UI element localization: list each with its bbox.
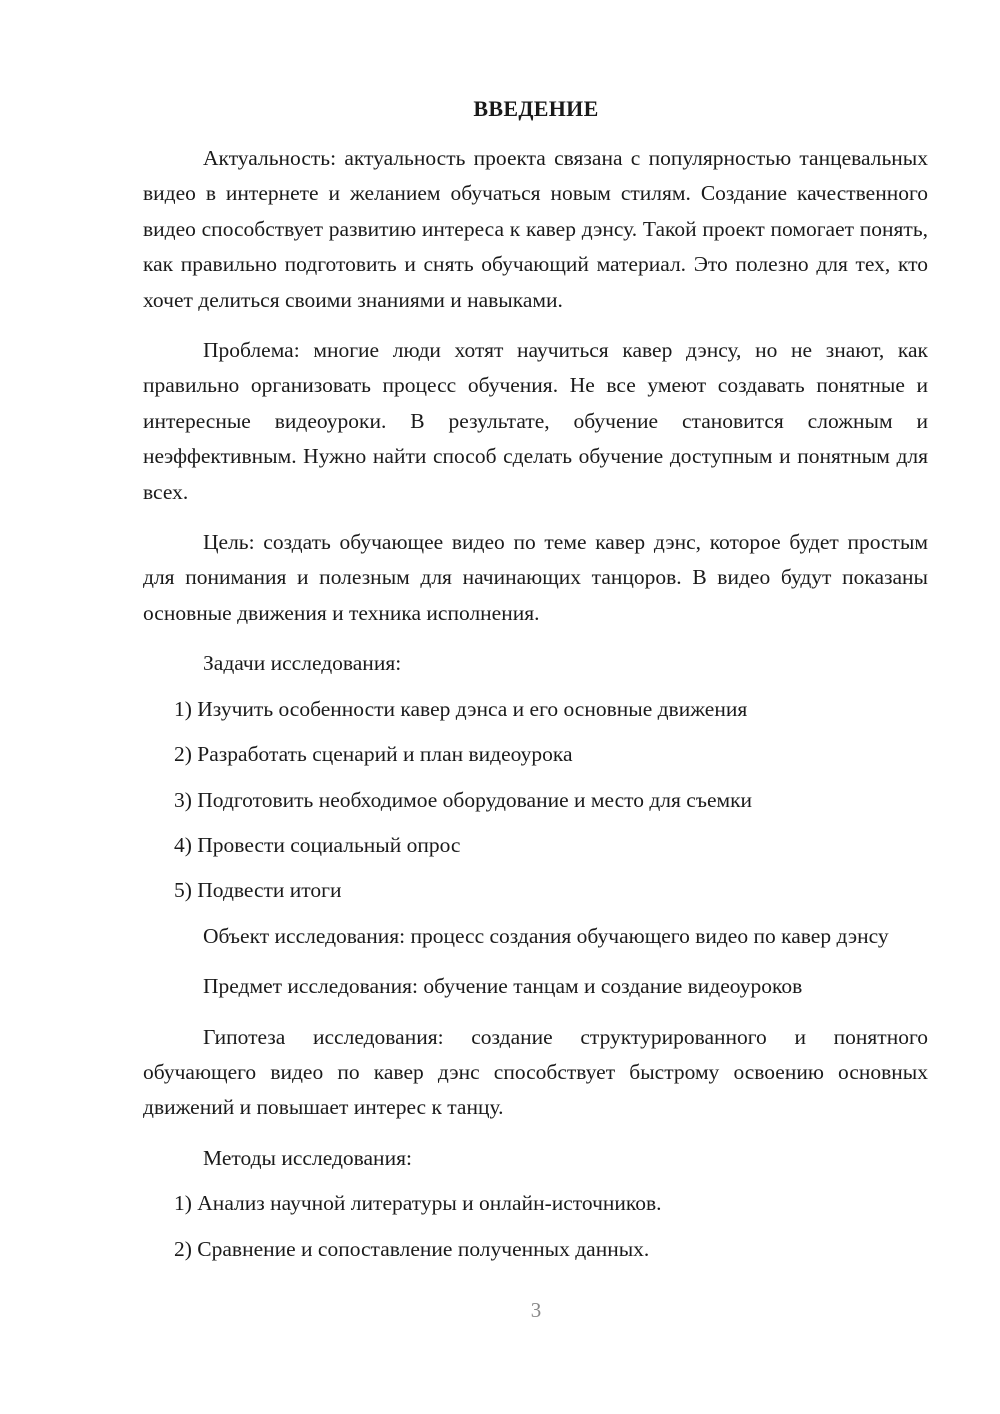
list-item: 2) Разработать сценарий и план видеоурока [174, 742, 573, 767]
list-item: 1) Изучить особенности кавер дэнса и его основные движения [174, 696, 748, 721]
document-body [143, 141, 928, 1277]
list-item: 3) Подготовить необходимое оборудование и место для съемки [174, 787, 753, 812]
list-item: 5) Подвести итоги [174, 878, 342, 903]
object-paragraph: Объект исследования: процесс создания обучающего видео по кавер дэнсу [203, 923, 889, 948]
list-item: 2) Сравнение и сопоставление полученных данных. [174, 1236, 650, 1261]
list-item: 1) Анализ научной литературы и онлайн-источников. [174, 1191, 662, 1216]
problem-paragraph: Проблема: многие люди хотят научиться кавер дэнсу, но не знают, как правильно организовать процесс обучения. Не все умеют создавать понятные и интересные видеоуроки. В результате, обучение становится сложным и неэффективным. Нужно найти способ сделать обучение доступным и понятным для всех. [143, 338, 928, 504]
methods-heading: Методы исследования: [203, 1145, 412, 1170]
tasks-heading: Задачи исследования: [203, 651, 402, 676]
hypothesis-paragraph: Гипотеза исследования: создание структурированного и понятного обучающего видео по кавер дэнс способствует быстрому освоению основных движений и повышает интерес к танцу. [143, 1024, 928, 1120]
tasks-list [143, 692, 928, 909]
page-title: ВВЕДЕНИЕ [473, 96, 599, 121]
page-number: 3 [530, 1298, 542, 1322]
subject-paragraph: Предмет исследования: обучение танцам и создание видеоуроков [203, 974, 803, 999]
methods-list [143, 1186, 928, 1267]
goal-paragraph: Цель: создать обучающее видео по теме кавер дэнс, которое будет простым для понимания и полезным для начинающих танцоров. В видео будут показаны основные движения и техника исполнения. [143, 530, 928, 625]
list-item: 4) Провести социальный опрос [174, 832, 461, 857]
relevance-paragraph: Актуальность: актуальность проекта связана с популярностью танцевальных видео в интернете и желанием обучаться новым стилям. Создание качественного видео способствует развитию интереса к кавер дэнсу. Такой проект помогает понять, как правильно подготовить и снять обучающий материал. Это полезно для тех, кто хочет делиться своими знаниями и навыками. [143, 146, 928, 312]
